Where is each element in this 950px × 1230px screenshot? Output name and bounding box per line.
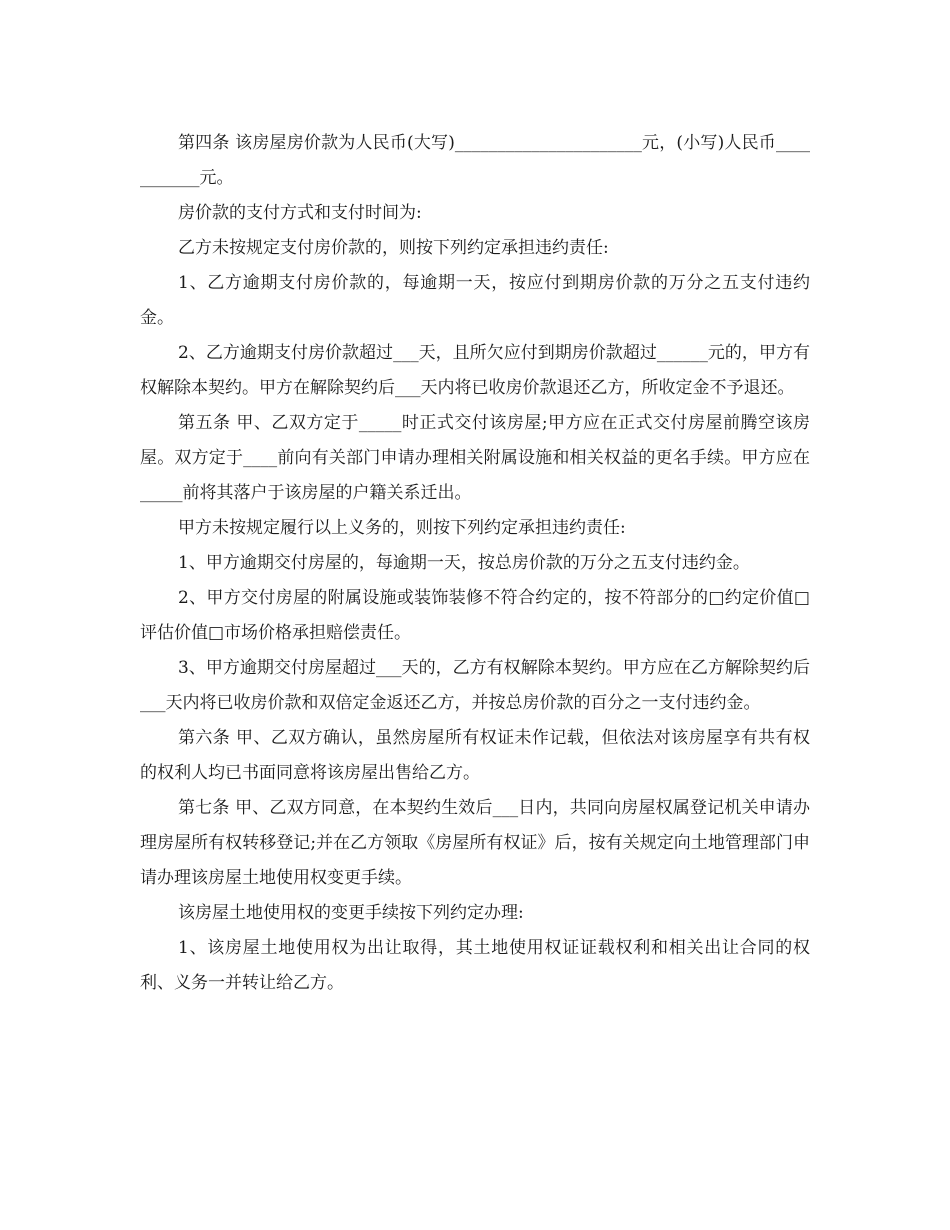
clause-5-delivery: 第五条 甲、乙双方定于_____时正式交付该房屋;甲方应在正式交付房屋前腾空该房屋。双方定于____前向有关部门申请办理相关附属设施和相关权益的更名手续。甲方应在_____前将其落户于该房屋的户籍关系迁出。 — [140, 413, 810, 503]
seller-breach-item-2: 2、甲方交付房屋的附属设施或装饰装修不符合约定的，按不符部分的□约定价值□评估价值□市场价格承担赔偿责任。 — [140, 588, 810, 643]
clause-6-co-owners: 第六条 甲、乙双方确认，虽然房屋所有权证未作记载，但依法对该房屋享有共有权的权利人均已书面同意将该房屋出售给乙方。 — [140, 728, 810, 783]
seller-breach-item-3: 3、甲方逾期交付房屋超过___天的，乙方有权解除本契约。甲方应在乙方解除契约后___天内将已收房价款和双倍定金返还乙方，并按总房价款的百分之一支付违约金。 — [140, 658, 810, 713]
buyer-breach-item-1: 1、乙方逾期支付房价款的，每逾期一天，按应付到期房价款的万分之五支付违约金。 — [140, 273, 810, 328]
seller-breach-item-1: 1、甲方逾期交付房屋的，每逾期一天，按总房价款的万分之五支付违约金。 — [178, 553, 750, 573]
buyer-breach-item-2: 2、乙方逾期支付房价款超过___天，且所欠应付到期房价款超过______元的，甲方有权解除本契约。甲方在解除契约后___天内将已收房价款退还乙方，所收定金不予退还。 — [140, 343, 810, 398]
buyer-breach-intro: 乙方未按规定支付房价款的，则按下列约定承担违约责任: — [178, 238, 609, 258]
clause-7-registration: 第七条 甲、乙双方同意，在本契约生效后___日内，共同向房屋权属登记机关申请办理房屋所有权转移登记;并在乙方领取《房屋所有权证》后，按有关规定向土地管理部门申请办理该房屋土地使用权变更手续。 — [140, 798, 810, 888]
payment-method-line: 房价款的支付方式和支付时间为: — [178, 203, 422, 223]
land-use-item-1: 1、该房屋土地使用权为出让取得，其土地使用权证证载权利和相关出让合同的权利、义务一并转让给乙方。 — [140, 938, 810, 993]
document-body — [140, 126, 810, 1001]
land-use-change-intro: 该房屋土地使用权的变更手续按下列约定办理: — [178, 903, 524, 923]
seller-breach-intro: 甲方未按规定履行以上义务的，则按下列约定承担违约责任: — [178, 518, 626, 538]
clause-4-price: 第四条 该房屋房价款为人民币(大写)______________________元，(小写)人民币___________元。 — [140, 133, 810, 188]
